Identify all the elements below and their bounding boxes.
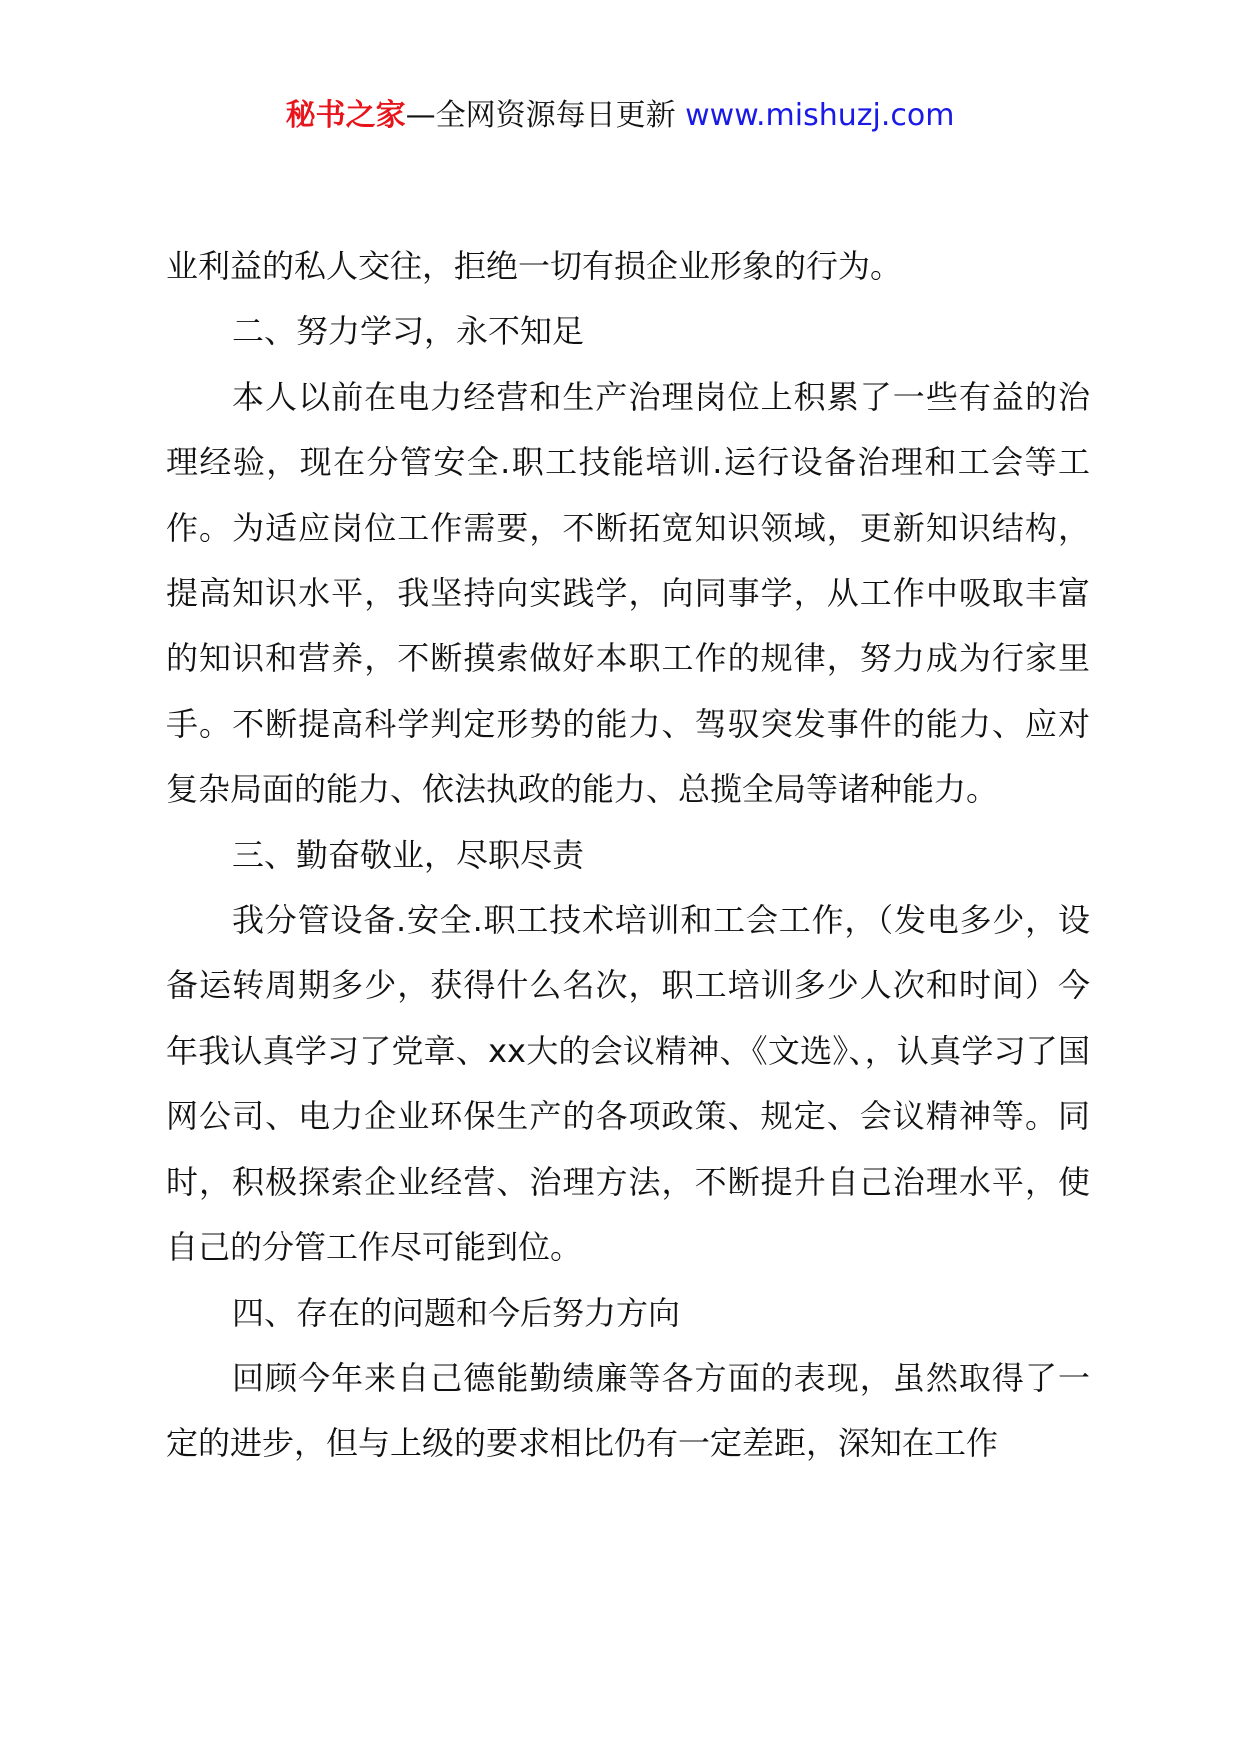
paragraph: 回顾今年来自己德能勤绩廉等各方面的表现，虽然取得了一定的进步，但与上级的要求相比仍有一定差距，深知在工作 [166,1358,1090,1463]
website-url[interactable]: www.mishuzj.com [685,98,955,133]
section-heading-4: 四、存在的问题和今后努力方向 [232,1293,681,1332]
paragraph: 我分管设备.安全.职工技术培训和工会工作，（发电多少，设备运转周期多少，获得什么名次，职工培训多少人次和时间）今年我认真学习了党章、xx大的会议精神、《文选》、，认真学习了国网公司、电力企业环保生产的各项政策、规定、会议精神等。同时，积极探索企业经营、治理方法，不断提升自己治理水平，使自己的分管工作尽可能到位。 [166,901,1090,1267]
page-header [0,96,1240,136]
document-body [166,234,1090,1477]
brand-name: 秘书之家 [285,98,406,133]
paragraph-continuation: 业利益的私人交往，拒绝一切有损企业形象的行为。 [166,247,903,285]
section-heading-3: 三、勤奋敬业，尽职尽责 [232,835,585,874]
header-slogan: —全网资源每日更新 [405,98,686,133]
section-heading-2: 二、努力学习，永不知足 [232,312,585,351]
paragraph: 本人以前在电力经营和生产治理岗位上积累了一些有益的治理经验，现在分管安全.职工技能培训.运行设备治理和工会等工作。为适应岗位工作需要，不断拓宽知识领域，更新知识结构，提高知识水平，我坚持向实践学，向同事学，从工作中吸取丰富的知识和营养，不断摸索做好本职工作的规律，努力成为行家里手。不断提高科学判定形势的能力、驾驭突发事件的能力、应对复杂局面的能力、依法执政的能力、总揽全局等诸种能力。 [166,377,1090,809]
